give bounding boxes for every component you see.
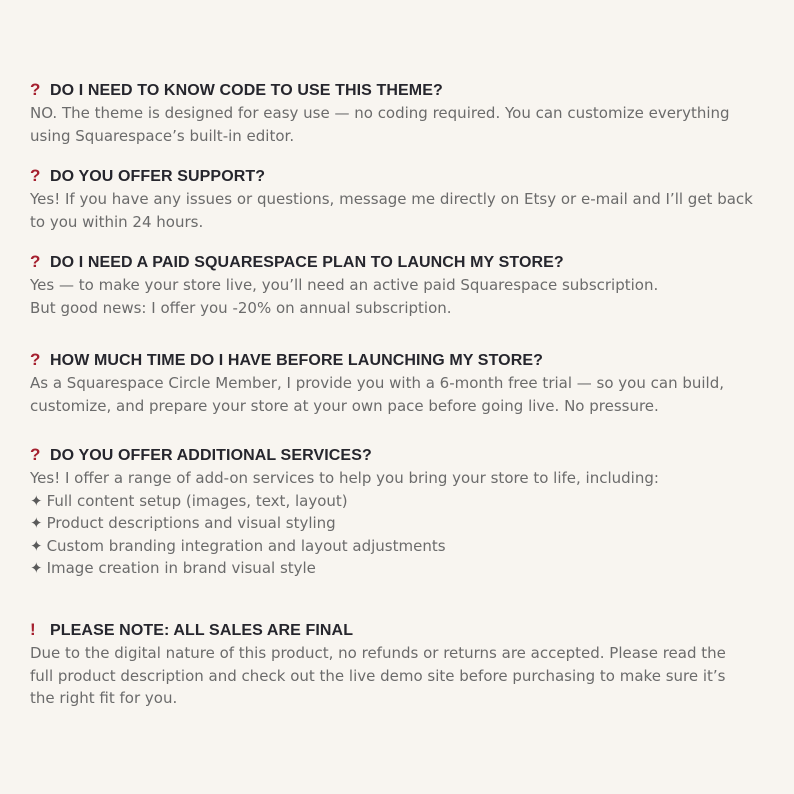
faq-item-launch-time — [30, 349, 770, 417]
bullet-item: ✦ Product descriptions and visual styling — [30, 514, 336, 532]
answer-line: NO. The theme is designed for easy use — no coding required. You can customize everything — [30, 104, 730, 122]
faq-question: ? DO I NEED TO KNOW CODE TO USE THIS THEME? — [30, 80, 443, 99]
faq-item-paid-plan — [30, 251, 770, 319]
sparkle-bullet-icon: ✦ — [30, 536, 43, 555]
note-body — [30, 642, 770, 710]
bullet-item: ✦ Image creation in brand visual style — [30, 559, 316, 577]
faq-answer — [30, 188, 770, 233]
note-heading: ! PLEASE NOTE: ALL SALES ARE FINAL — [30, 620, 354, 639]
sparkle-bullet-icon: ✦ — [30, 514, 43, 532]
faq-answer — [30, 372, 770, 417]
answer-line: using Squarespace’s built-in editor. — [30, 126, 295, 145]
sparkle-bullet-icon: ✦ — [30, 491, 43, 510]
answer-line: Yes! I offer a range of add-on services to help you bring your store to life, including: — [30, 469, 659, 487]
faq-item-support — [30, 165, 770, 233]
answer-line: to you within 24 hours. — [30, 212, 204, 231]
sales-final-note — [30, 619, 770, 710]
bullet-item: ✦ Custom branding integration and layout adjustments — [30, 536, 446, 555]
faq-question: ? DO YOU OFFER ADDITIONAL SERVICES? — [30, 445, 372, 464]
answer-line: But good news: I offer you -20% on annual subscription. — [30, 298, 452, 317]
answer-line: Yes — to make your store live, you’ll need an active paid Squarespace subscription. — [30, 276, 659, 294]
faq-question: ? HOW MUCH TIME DO I HAVE BEFORE LAUNCHING MY STORE? — [30, 350, 544, 369]
question-mark-icon: ? — [30, 80, 41, 99]
answer-line: As a Squarespace Circle Member, I provide you with a 6-month free trial — so you can build, — [30, 374, 724, 392]
question-mark-icon: ? — [30, 445, 41, 464]
faq-question: ? DO YOU OFFER SUPPORT? — [30, 166, 266, 185]
note-line: full product description and check out the live demo site before purchasing to make sure it’s — [30, 666, 726, 685]
question-mark-icon: ? — [30, 252, 41, 271]
faq-answer — [30, 102, 770, 147]
bullet-item: ✦ Full content setup (images, text, layout) — [30, 491, 348, 510]
faq-item-code — [30, 79, 770, 147]
answer-line: customize, and prepare your store at your own pace before going live. No pressure. — [30, 396, 659, 415]
question-mark-icon: ? — [30, 350, 41, 369]
faq-item-services — [30, 444, 770, 580]
faq-question: ? DO I NEED A PAID SQUARESPACE PLAN TO LAUNCH MY STORE? — [30, 252, 564, 271]
sparkle-bullet-icon: ✦ — [30, 559, 43, 577]
note-line: the right fit for you. — [30, 689, 178, 707]
question-mark-icon: ? — [30, 166, 41, 185]
faq-answer — [30, 467, 770, 580]
exclamation-mark-icon: ! — [30, 620, 36, 639]
note-line: Due to the digital nature of this product, no refunds or returns are accepted. Please read the — [30, 644, 726, 662]
answer-line: Yes! If you have any issues or questions, message me directly on Etsy or e-mail and I’ll get back — [30, 190, 753, 208]
faq-answer — [30, 274, 770, 319]
